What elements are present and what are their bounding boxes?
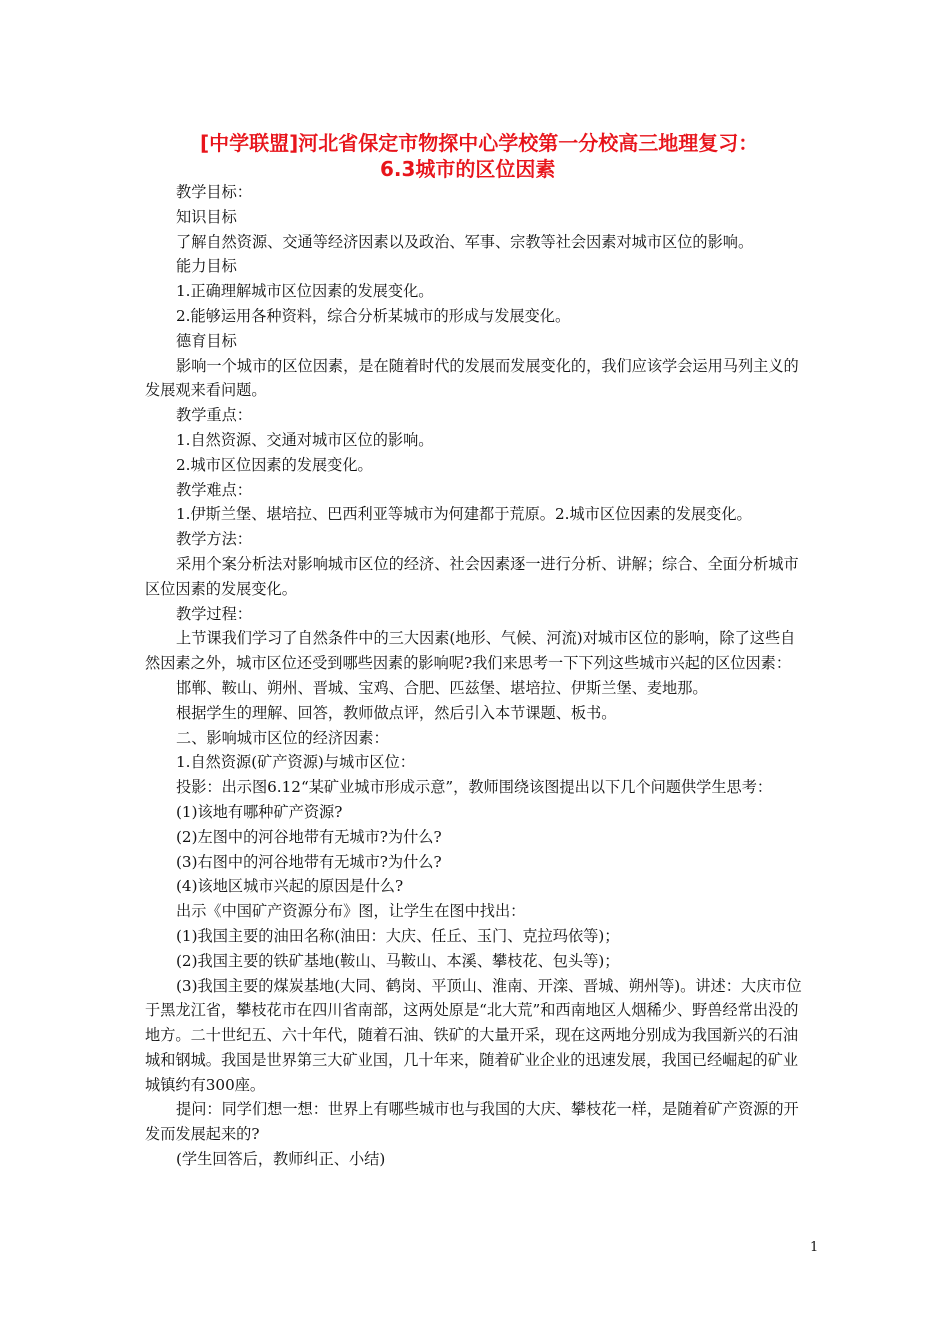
- paragraph: 2.能够运用各种资料，综合分析某城市的形成与发展变化。: [176, 306, 571, 325]
- paragraph: 投影：出示图6.12“某矿业城市形成示意”，教师围绕该图提出以下几个问题供学生思考：: [176, 778, 773, 797]
- paragraph: (2)我国主要的铁矿基地(鞍山、马鞍山、本溪、攀枝花、包头等)；: [176, 951, 620, 970]
- paragraph: (1)该地有哪种矿产资源?: [176, 802, 343, 821]
- paragraph: 1.自然资源、交通对城市区位的影响。: [176, 430, 434, 449]
- document-title-line-1: [中学联盟]河北省保定市物探中心学校第一分校高三地理复习：: [200, 131, 759, 155]
- paragraph: 提问：同学们想一想：世界上有哪些城市也与我国的大庆、攀枝花一样，是随着矿产资源的开发而发展起来的?: [145, 1100, 799, 1144]
- paragraph: 教学方法：: [176, 530, 252, 549]
- paragraph: 教学过程：: [176, 604, 252, 623]
- paragraph: 邯郸、鞍山、朔州、晋城、宝鸡、合肥、匹兹堡、堪培拉、伊斯兰堡、麦地那。: [176, 678, 708, 697]
- paragraph: 根据学生的理解、回答，教师做点评，然后引入本节课题、板书。: [176, 703, 617, 722]
- paragraph: 教学目标：: [176, 183, 252, 201]
- paragraph: 了解自然资源、交通等经济因素以及政治、军事、宗教等社会因素对城市区位的影响。: [176, 232, 754, 251]
- document-title-line-2: 6.3城市的区位因素: [380, 157, 556, 181]
- paragraph: (3)右图中的河谷地带有无城市?为什么?: [176, 852, 442, 871]
- paragraph: 影响一个城市的区位因素，是在随着时代的发展而发展变化的，我们应该学会运用马列主义的发展观来看问题。: [145, 356, 799, 400]
- page-number: 1: [810, 1240, 819, 1255]
- paragraph: (3)我国主要的煤炭基地(大同、鹤岗、平顶山、淮南、开滦、晋城、朔州等)。讲述：大庆市位于黑龙江省，攀枝花市在四川省南部，这两处原是“北大荒”和西南地区人烟稀少、野兽经常出没的地方。二十世纪五、六十年代，随着石油、铁矿的大量开采，现在这两地分别成为我国新兴的石油城和钢城。我国是世界第三大矿业国，几十年来，随着矿业企业的迅速发展，我国已经崛起的矿业城镇约有300座。: [145, 976, 802, 1094]
- paragraph: (2)左图中的河谷地带有无城市?为什么?: [176, 827, 442, 846]
- paragraph: (学生回答后，教师纠正、小结): [176, 1150, 386, 1169]
- paragraph: (4)该地区城市兴起的原因是什么?: [176, 877, 404, 896]
- document-body: [145, 180, 807, 1172]
- paragraph: 能力目标: [176, 257, 237, 276]
- paragraph: 上节课我们学习了自然条件中的三大因素(地形、气候、河流)对城市区位的影响，除了这些自然因素之外，城市区位还受到哪些因素的影响呢?我们来思考一下下列这些城市兴起的区位因素：: [145, 629, 796, 673]
- paragraph: 教学难点：: [176, 480, 252, 499]
- paragraph: 二、影响城市区位的经济因素：: [176, 728, 389, 747]
- paragraph: 德育目标: [176, 331, 237, 350]
- paragraph: 1.自然资源(矿产资源)与城市区位：: [176, 753, 415, 772]
- paragraph: 知识目标: [176, 207, 237, 226]
- paragraph: 教学重点：: [176, 406, 252, 425]
- paragraph: 采用个案分析法对影响城市区位的经济、社会因素逐一进行分析、讲解；综合、全面分析城市区位因素的发展变化。: [145, 554, 799, 598]
- paragraph: 1.伊斯兰堡、堪培拉、巴西利亚等城市为何建都于荒原。2.城市区位因素的发展变化。: [176, 505, 752, 524]
- paragraph: 2.城市区位因素的发展变化。: [176, 455, 373, 474]
- paragraph: 1.正确理解城市区位因素的发展变化。: [176, 282, 434, 301]
- paragraph: 出示《中国矿产资源分布》图，让学生在图中找出：: [176, 902, 526, 921]
- paragraph: (1)我国主要的油田名称(油田：大庆、任丘、玉门、克拉玛依等)；: [176, 926, 620, 945]
